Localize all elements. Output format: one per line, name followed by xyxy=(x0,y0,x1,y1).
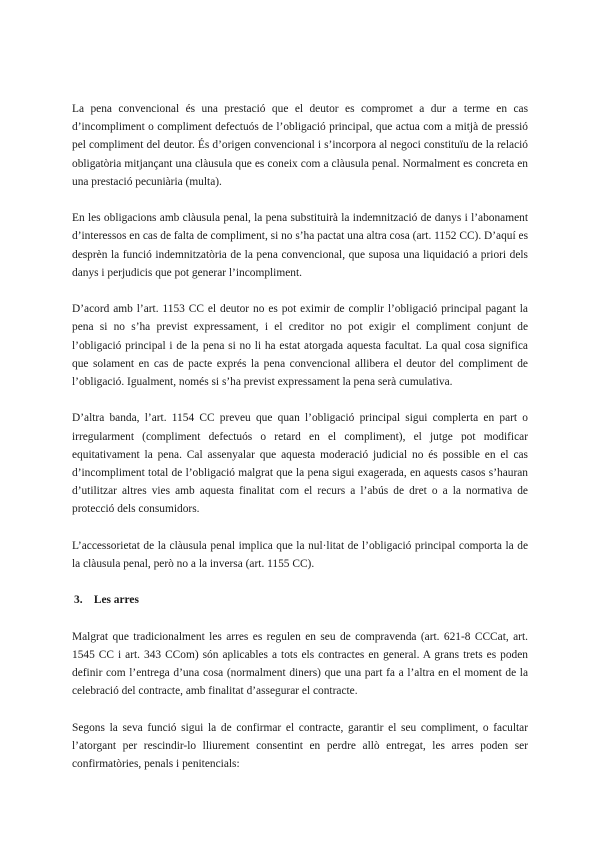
paragraph-clausula-penal: En les obligacions amb clàusula penal, la pena substituirà la indemnització de danys i l’abonament d’interessos en cas de falta de compliment, si no s’ha pactat una altra cosa (art. 1152 CC). D’aquí es desprèn la funció indemnitzatòria de la pena convencional, que suposa una liquidació a priori dels danys i perjudicis que pot generar l’incompliment. xyxy=(72,212,529,279)
paragraph-art-1153: D’acord amb l’art. 1153 CC el deutor no es pot eximir de complir l’obligació principal pagant la pena si no s’ha previst expressament, i el creditor no pot exigir el compliment conjunt de l’obligació principal i de la pena si no li ha estat atorgada aquesta facultat. La qual cosa significa que solament en cas de pacte exprés la pena convencional allibera el deutor del compliment de l’obligació. Igualment, només si s’ha previst expressament la pena serà cumulativa. xyxy=(72,303,528,389)
paragraph-art-1154: D’altra banda, l’art. 1154 CC preveu que quan l’obligació principal sigui complerta en part o irregularment (compliment defectuós o retard en el compliment), el jutge pot modificar equitativament la pena. Cal assenyalar que aquesta moderació judicial no és possible en el cas d’incompliment total de l’obligació malgrat que la pena sigui exagerada, en aquests casos s’hauran d’utilitzar altres vies amb aquesta finalitat com el recurs a l’abús de dret o a la normativa de protecció dels consumidors. xyxy=(72,412,528,516)
paragraph-pena-convencional: La pena convencional és una prestació que el deutor es compromet a dur a terme en cas d’incompliment o compliment defectuós de l’obligació principal, que actua com a mitjà de pressió pel compliment del deutor. És d’origen convencional i s’incorpora al negoci constituïu de la relació obligatòria mitjançant una clàusula que es coneix com a clàusula penal. Normalment es concreta en una prestació pecuniària (multa). xyxy=(72,103,528,188)
document-body xyxy=(72,100,528,792)
paragraph-arres-funcio: Segons la seva funció sigui la de confirmar el contracte, garantir el seu compliment, o facultar l’atorgant per rescindir-lo lliurement consentint en perdre allò entregat, les arres poden ser confirmatòries, penals i penitencials: xyxy=(72,721,528,771)
section-heading xyxy=(72,591,528,609)
paragraph-accessorietat: L’accessorietat de la clàusula penal implica que la nul·litat de l’obligació principal comporta la de la clàusula penal, però no a la inversa (art. 1155 CC). xyxy=(72,539,528,571)
section-number: 3. xyxy=(74,594,83,607)
paragraph-arres-definicio: Malgrat que tradicionalment les arres es regulen en seu de compravenda (art. 621-8 CCCat, art. 1545 CC i art. 343 CCom) són aplicables a tots els contractes en general. A grans trets es poden definir com l’entrega d’una cosa (normalment diners) que una part fa a l’altra en el moment de la celebració del contracte, amb finalitat d’assegurar el contracte. xyxy=(72,630,528,698)
section-title: Les arres xyxy=(93,594,139,607)
